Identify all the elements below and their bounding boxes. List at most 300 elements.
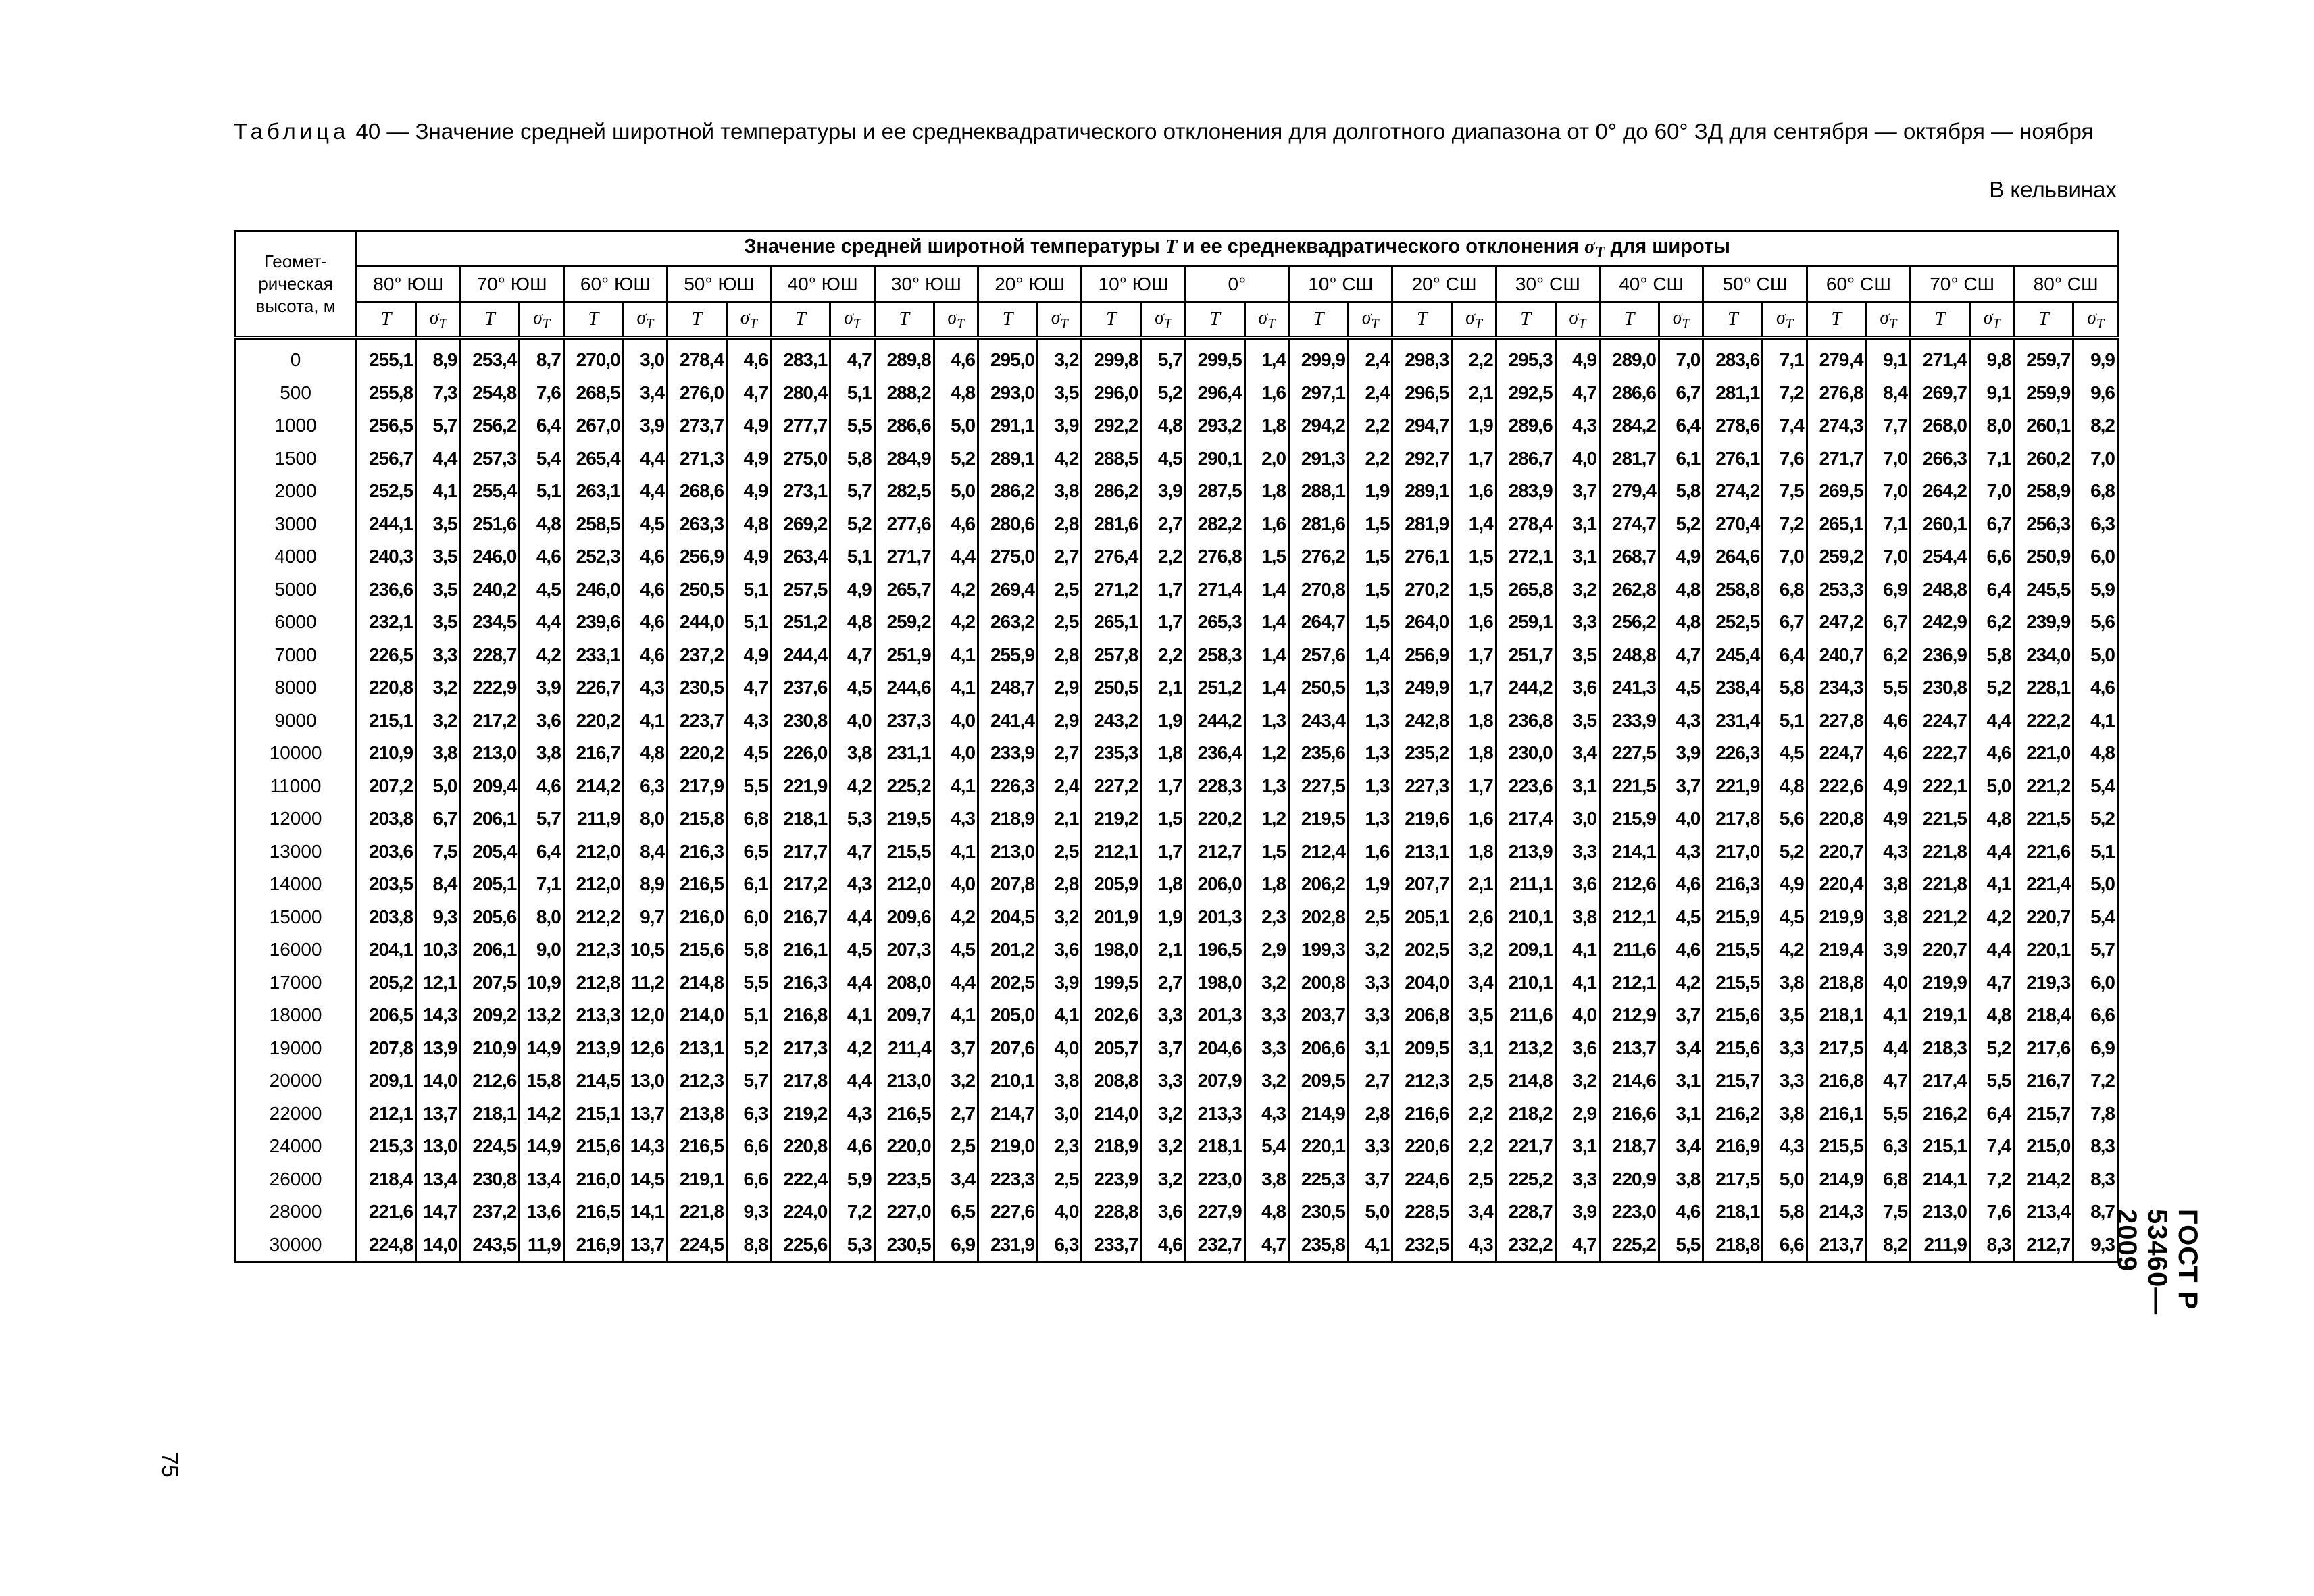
- sigma-cell: 3,8: [1763, 1098, 1807, 1131]
- temperature-cell: 277,7: [771, 409, 830, 442]
- sigma-cell: 4,2: [1659, 967, 1703, 1000]
- sigma-cell: 6,6: [1969, 540, 2013, 573]
- sigma-cell: 5,9: [830, 1163, 874, 1196]
- temperature-cell: 216,3: [668, 835, 727, 869]
- temperature-cell: 210,9: [460, 1032, 520, 1065]
- temperature-cell: 257,5: [771, 573, 830, 607]
- temperature-cell: 251,9: [874, 639, 934, 672]
- sigma-cell: 5,5: [1866, 671, 1910, 704]
- temperature-cell: 288,5: [1082, 442, 1141, 475]
- temperature-cell: 244,2: [1496, 671, 1555, 704]
- temperature-cell: 199,3: [1289, 933, 1349, 967]
- sigma-cell: 8,7: [520, 338, 563, 377]
- sigma-cell: 3,8: [416, 737, 460, 770]
- temperature-cell: 217,8: [1703, 802, 1763, 835]
- sigma-cell: 3,2: [1244, 967, 1288, 1000]
- temperature-cell: 227,6: [978, 1195, 1038, 1229]
- sigma-cell: 4,5: [1659, 671, 1703, 704]
- temperature-cell: 216,2: [1911, 1098, 1970, 1131]
- temperature-cell: 216,7: [771, 901, 830, 934]
- temperature-cell: 218,7: [1600, 1130, 1659, 1163]
- temperature-cell: 278,6: [1703, 409, 1763, 442]
- sigma-cell: 4,4: [830, 901, 874, 934]
- sigma-cell: 2,1: [1141, 933, 1185, 967]
- temperature-cell: 276,8: [1185, 540, 1244, 573]
- temperature-cell: 254,8: [460, 377, 520, 410]
- temperature-cell: 204,0: [1392, 967, 1452, 1000]
- table-row: [235, 901, 2118, 934]
- sigma-cell: 5,7: [520, 802, 563, 835]
- table-row: [235, 999, 2118, 1032]
- temperature-cell: 240,2: [460, 573, 520, 607]
- subheader-sigma: [1244, 302, 1288, 338]
- temperature-cell: 260,1: [1911, 508, 1970, 541]
- temperature-cell: 225,6: [771, 1229, 830, 1262]
- sigma-cell: 3,7: [1659, 770, 1703, 803]
- sigma-cell: 4,5: [623, 508, 667, 541]
- subheader-T-label: T: [1002, 309, 1013, 330]
- temperature-cell: 220,7: [1911, 933, 1970, 967]
- latitude-header: 70° ЮШ: [460, 267, 563, 302]
- sigma-cell: 4,8: [1969, 999, 2013, 1032]
- subheader-T: [357, 302, 416, 338]
- sigma-cell: 13,4: [416, 1163, 460, 1196]
- sigma-cell: 4,9: [727, 639, 771, 672]
- sigma-cell: 1,5: [1244, 540, 1288, 573]
- temperature-cell: 216,1: [771, 933, 830, 967]
- temperature-cell: 239,6: [563, 606, 623, 639]
- temperature-cell: 227,8: [1807, 704, 1866, 738]
- sigma-cell: 3,2: [1349, 933, 1392, 967]
- sigma-cell: 4,7: [830, 835, 874, 869]
- temperature-cell: 283,1: [771, 338, 830, 377]
- sigma-cell: 6,2: [1866, 639, 1910, 672]
- temperature-cell: 222,1: [1911, 770, 1970, 803]
- sigma-cell: 3,8: [1866, 868, 1910, 901]
- temperature-cell: 222,6: [1807, 770, 1866, 803]
- sigma-cell: 3,1: [1659, 1064, 1703, 1098]
- table-row: [235, 606, 2118, 639]
- temperature-cell: 215,1: [1911, 1130, 1970, 1163]
- temperature-cell: 216,6: [1392, 1098, 1452, 1131]
- sigma-cell: 7,0: [1866, 475, 1910, 508]
- subheader-sigma: [727, 302, 771, 338]
- temperature-cell: 269,4: [978, 573, 1038, 607]
- temperature-cell: 235,6: [1289, 737, 1349, 770]
- subheader-T-label: T: [484, 309, 495, 330]
- temperature-cell: 251,2: [1185, 671, 1244, 704]
- temperature-cell: 216,0: [668, 901, 727, 934]
- temperature-cell: 268,5: [563, 377, 623, 410]
- sigma-cell: 4,6: [2073, 671, 2118, 704]
- temperature-cell: 202,5: [1392, 933, 1452, 967]
- sigma-cell: 4,1: [934, 639, 978, 672]
- temperature-cell: 205,2: [357, 967, 416, 1000]
- sigma-cell: 1,5: [1452, 573, 1496, 607]
- sigma-cell: 3,3: [1141, 1064, 1185, 1098]
- subheader-sigma: [520, 302, 563, 338]
- sigma-cell: 5,2: [1763, 835, 1807, 869]
- temperature-cell: 276,1: [1392, 540, 1452, 573]
- sigma-cell: 1,7: [1452, 770, 1496, 803]
- temperature-cell: 221,2: [1911, 901, 1970, 934]
- sigma-cell: 9,9: [2073, 338, 2118, 377]
- temperature-cell: 216,9: [1703, 1130, 1763, 1163]
- temperature-cell: 205,1: [1392, 901, 1452, 934]
- temperature-cell: 244,2: [1185, 704, 1244, 738]
- temperature-cell: 259,9: [2014, 377, 2073, 410]
- temperature-cell: 220,7: [1807, 835, 1866, 869]
- temperature-cell: 215,8: [668, 802, 727, 835]
- sigma-cell: 6,7: [1969, 508, 2013, 541]
- height-cell: 4000: [235, 540, 357, 573]
- sigma-cell: 2,7: [934, 1098, 978, 1131]
- temperature-cell: 248,8: [1911, 573, 1970, 607]
- sigma-cell: 3,9: [1659, 737, 1703, 770]
- subheader-T-label: T: [1520, 309, 1531, 330]
- sigma-cell: 6,1: [1659, 442, 1703, 475]
- sigma-cell: 5,5: [727, 770, 771, 803]
- sigma-cell: 4,4: [1969, 835, 2013, 869]
- sigma-cell: 5,0: [934, 409, 978, 442]
- sigma-cell: 4,2: [830, 1032, 874, 1065]
- temperature-cell: 212,0: [563, 868, 623, 901]
- sigma-cell: 9,3: [416, 901, 460, 934]
- temperature-cell: 234,0: [2014, 639, 2073, 672]
- height-cell: 24000: [235, 1130, 357, 1163]
- sigma-cell: 1,4: [1244, 573, 1288, 607]
- temperature-cell: 212,3: [563, 933, 623, 967]
- temperature-cell: 270,8: [1289, 573, 1349, 607]
- subheader-T: [1082, 302, 1141, 338]
- sigma-cell: 3,2: [1555, 573, 1599, 607]
- temperature-cell: 238,4: [1703, 671, 1763, 704]
- sigma-cell: 2,3: [1244, 901, 1288, 934]
- temperature-cell: 243,2: [1082, 704, 1141, 738]
- temperature-cell: 220,7: [2014, 901, 2073, 934]
- height-cell: 11000: [235, 770, 357, 803]
- temperature-cell: 213,9: [1496, 835, 1555, 869]
- temperature-cell: 263,4: [771, 540, 830, 573]
- caption-lead: Таблица: [234, 119, 350, 144]
- sigma-cell: 13,9: [416, 1032, 460, 1065]
- sigma-cell: 4,6: [623, 606, 667, 639]
- sigma-cell: 10,3: [416, 933, 460, 967]
- sigma-cell: 4,7: [830, 338, 874, 377]
- temperature-cell: 245,4: [1703, 639, 1763, 672]
- sigma-cell: 3,0: [1038, 1098, 1082, 1131]
- temperature-cell: 219,4: [1807, 933, 1866, 967]
- sigma-cell: 1,7: [1141, 573, 1185, 607]
- sigma-cell: 6,6: [2073, 999, 2118, 1032]
- sigma-cell: 1,6: [1349, 835, 1392, 869]
- sigma-cell: 2,2: [1141, 540, 1185, 573]
- sigma-cell: 7,5: [416, 835, 460, 869]
- sigma-cell: 2,5: [1349, 901, 1392, 934]
- sigma-cell: 3,8: [1659, 1163, 1703, 1196]
- temperature-cell: 293,2: [1185, 409, 1244, 442]
- temperature-cell: 278,4: [1496, 508, 1555, 541]
- group-header: Значение средней широтной температуры T и ее среднеквадратического отклонения $\sigma_T$ для широты: [357, 232, 2118, 267]
- temperature-cell: 276,1: [1703, 442, 1763, 475]
- temperature-cell: 236,6: [357, 573, 416, 607]
- table-row: [235, 1163, 2118, 1196]
- height-cell: 13000: [235, 835, 357, 869]
- temperature-cell: 206,6: [1289, 1032, 1349, 1065]
- sigma-cell: 3,3: [1763, 1064, 1807, 1098]
- subheader-sigma-label: $\sigma_T$: [636, 307, 654, 332]
- sigma-cell: 6,4: [520, 835, 563, 869]
- sigma-cell: 5,4: [2073, 901, 2118, 934]
- temperature-cell: 286,2: [1082, 475, 1141, 508]
- temperature-cell: 295,0: [978, 338, 1038, 377]
- temperature-cell: 201,9: [1082, 901, 1141, 934]
- temperature-cell: 271,4: [1185, 573, 1244, 607]
- sigma-cell: 1,9: [1141, 704, 1185, 738]
- sigma-cell: 14,7: [416, 1195, 460, 1229]
- sigma-cell: 4,1: [934, 835, 978, 869]
- temperature-cell: 232,5: [1392, 1229, 1452, 1262]
- sigma-cell: 2,7: [1141, 967, 1185, 1000]
- sigma-cell: 6,3: [1866, 1130, 1910, 1163]
- sigma-cell: 4,9: [1763, 868, 1807, 901]
- temperature-cell: 237,2: [668, 639, 727, 672]
- height-column-header: Геомет-рическая высота, м: [235, 232, 357, 338]
- sigma-cell: 5,0: [416, 770, 460, 803]
- sigma-cell: 4,6: [1659, 1195, 1703, 1229]
- sigma-cell: 1,8: [1452, 737, 1496, 770]
- sigma-cell: 8,0: [520, 901, 563, 934]
- sigma-cell: 4,7: [1659, 639, 1703, 672]
- sigma-cell: 3,4: [1659, 1032, 1703, 1065]
- sigma-cell: 2,4: [1349, 377, 1392, 410]
- temperature-cell: 214,9: [1289, 1098, 1349, 1131]
- temperature-cell: 212,1: [357, 1098, 416, 1131]
- temperature-cell: 289,0: [1600, 338, 1659, 377]
- temperature-cell: 212,1: [1600, 901, 1659, 934]
- sigma-cell: 5,2: [1659, 508, 1703, 541]
- temperature-cell: 231,9: [978, 1229, 1038, 1262]
- sigma-cell: 6,4: [1969, 573, 2013, 607]
- temperature-cell: 274,3: [1807, 409, 1866, 442]
- sigma-cell: 4,1: [1349, 1229, 1392, 1262]
- sigma-cell: 7,1: [1763, 338, 1807, 377]
- sigma-cell: 3,2: [934, 1064, 978, 1098]
- height-cell: 17000: [235, 967, 357, 1000]
- temperature-cell: 230,5: [874, 1229, 934, 1262]
- table-row: [235, 573, 2118, 607]
- temperature-cell: 299,8: [1082, 338, 1141, 377]
- temperature-cell: 221,8: [1911, 868, 1970, 901]
- table-row: [235, 802, 2118, 835]
- sigma-cell: 5,2: [2073, 802, 2118, 835]
- temperature-cell: 228,7: [1496, 1195, 1555, 1229]
- temperature-cell: 215,6: [1703, 1032, 1763, 1065]
- temperature-cell: 298,3: [1392, 338, 1452, 377]
- temperature-cell: 209,6: [874, 901, 934, 934]
- sigma-cell: 5,8: [1763, 671, 1807, 704]
- table-row: [235, 442, 2118, 475]
- temperature-cell: 223,0: [1600, 1195, 1659, 1229]
- subheader-sigma: [1141, 302, 1185, 338]
- sigma-cell: 1,6: [1452, 802, 1496, 835]
- temperature-cell: 220,2: [668, 737, 727, 770]
- temperature-cell: 218,1: [1185, 1130, 1244, 1163]
- sigma-cell: 2,7: [1349, 1064, 1392, 1098]
- height-cell: 14000: [235, 868, 357, 901]
- sigma-cell: 4,1: [416, 475, 460, 508]
- sigma-cell: 6,0: [2073, 967, 2118, 1000]
- table-row: [235, 1064, 2118, 1098]
- temperature-cell: 207,9: [1185, 1064, 1244, 1098]
- sigma-cell: 3,4: [1452, 967, 1496, 1000]
- temperature-cell: 243,5: [460, 1229, 520, 1262]
- temperature-cell: 232,7: [1185, 1229, 1244, 1262]
- temperature-cell: 223,7: [668, 704, 727, 738]
- temperature-cell: 233,1: [563, 639, 623, 672]
- temperature-cell: 286,6: [1600, 377, 1659, 410]
- temperature-cell: 228,3: [1185, 770, 1244, 803]
- sigma-cell: 5,5: [727, 967, 771, 1000]
- subheader-sigma-label: $\sigma_T$: [1672, 307, 1690, 332]
- sigma-cell: 7,7: [1866, 409, 1910, 442]
- temperature-cell: 277,6: [874, 508, 934, 541]
- sigma-cell: 5,0: [1763, 1163, 1807, 1196]
- sigma-cell: 5,6: [2073, 606, 2118, 639]
- height-cell: 7000: [235, 639, 357, 672]
- sigma-cell: 5,2: [727, 1032, 771, 1065]
- temperature-cell: 213,3: [563, 999, 623, 1032]
- temperature-cell: 251,2: [771, 606, 830, 639]
- temperature-cell: 268,0: [1911, 409, 1970, 442]
- sigma-cell: 4,1: [830, 999, 874, 1032]
- subheader-sigma: [1452, 302, 1496, 338]
- temperature-cell: 221,8: [1911, 835, 1970, 869]
- temperature-cell: 212,6: [1600, 868, 1659, 901]
- sigma-cell: 4,4: [934, 540, 978, 573]
- temperature-cell: 227,5: [1600, 737, 1659, 770]
- sigma-cell: 4,8: [1659, 573, 1703, 607]
- sigma-cell: 7,6: [1969, 1195, 2013, 1229]
- sigma-cell: 3,3: [1555, 835, 1599, 869]
- temperature-cell: 216,5: [563, 1195, 623, 1229]
- subheader-sigma: [623, 302, 667, 338]
- temperature-cell: 270,0: [563, 338, 623, 377]
- table-row: [235, 770, 2118, 803]
- temperature-cell: 286,7: [1496, 442, 1555, 475]
- temperature-cell: 218,4: [357, 1163, 416, 1196]
- temperature-cell: 232,2: [1496, 1229, 1555, 1262]
- sigma-cell: 1,4: [1452, 508, 1496, 541]
- sigma-cell: 3,3: [1244, 999, 1288, 1032]
- temperature-cell: 214,8: [668, 967, 727, 1000]
- temperature-cell: 214,0: [668, 999, 727, 1032]
- temperature-cell: 256,9: [1392, 639, 1452, 672]
- temperature-cell: 257,8: [1082, 639, 1141, 672]
- temperature-cell: 235,8: [1289, 1229, 1349, 1262]
- temperature-cell: 253,4: [460, 338, 520, 377]
- latitude-header: 40° ЮШ: [771, 267, 874, 302]
- sigma-cell: 4,2: [1969, 901, 2013, 934]
- sigma-cell: 1,5: [1349, 573, 1392, 607]
- temperature-cell: 221,9: [1703, 770, 1763, 803]
- sigma-cell: 1,8: [1244, 409, 1288, 442]
- temperature-cell: 220,2: [563, 704, 623, 738]
- subheader-sigma: [1866, 302, 1910, 338]
- temperature-cell: 212,3: [668, 1064, 727, 1098]
- temperature-cell: 265,7: [874, 573, 934, 607]
- height-cell: 15000: [235, 901, 357, 934]
- sigma-cell: 5,7: [830, 475, 874, 508]
- temperature-cell: 209,1: [1496, 933, 1555, 967]
- temperature-cell: 263,1: [563, 475, 623, 508]
- temperature-cell: 237,2: [460, 1195, 520, 1229]
- sigma-cell: 9,3: [2073, 1229, 2118, 1262]
- temperature-cell: 241,3: [1600, 671, 1659, 704]
- temperature-cell: 216,3: [771, 967, 830, 1000]
- temperature-cell: 217,2: [771, 868, 830, 901]
- temperature-cell: 209,1: [357, 1064, 416, 1098]
- subheader-sigma: [416, 302, 460, 338]
- temperature-cell: 220,2: [1185, 802, 1244, 835]
- sigma-cell: 4,7: [1969, 967, 2013, 1000]
- subheader-T-label: T: [1209, 309, 1220, 330]
- temperature-cell: 219,2: [771, 1098, 830, 1131]
- temperature-cell: 218,8: [1703, 1229, 1763, 1262]
- temperature-cell: 209,5: [1289, 1064, 1349, 1098]
- temperature-cell: 224,7: [1911, 704, 1970, 738]
- height-cell: 22000: [235, 1098, 357, 1131]
- sigma-cell: 4,5: [934, 933, 978, 967]
- sigma-cell: 4,8: [934, 377, 978, 410]
- sigma-cell: 7,4: [1969, 1130, 2013, 1163]
- subheader-sigma-label: $\sigma_T$: [1983, 307, 2001, 332]
- temperature-cell: 202,6: [1082, 999, 1141, 1032]
- temperature-cell: 260,1: [2014, 409, 2073, 442]
- subheader-sigma-label: $\sigma_T$: [1880, 307, 1897, 332]
- temperature-cell: 268,6: [668, 475, 727, 508]
- sigma-cell: 3,1: [1349, 1032, 1392, 1065]
- temperature-cell: 231,4: [1703, 704, 1763, 738]
- sigma-cell: 1,7: [1141, 606, 1185, 639]
- sigma-cell: 4,6: [1969, 737, 2013, 770]
- sigma-cell: 5,1: [1763, 704, 1807, 738]
- sigma-cell: 3,3: [1555, 1163, 1599, 1196]
- sigma-cell: 4,7: [1866, 1064, 1910, 1098]
- sigma-cell: 5,2: [934, 442, 978, 475]
- subheader-T: [1496, 302, 1555, 338]
- temperature-cell: 281,6: [1289, 508, 1349, 541]
- sigma-cell: 3,2: [1141, 1130, 1185, 1163]
- temperature-cell: 232,1: [357, 606, 416, 639]
- temperature-cell: 210,1: [1496, 901, 1555, 934]
- sigma-cell: 3,9: [520, 671, 563, 704]
- sigma-cell: 6,5: [934, 1195, 978, 1229]
- sigma-cell: 5,1: [830, 540, 874, 573]
- height-cell: 1000: [235, 409, 357, 442]
- sigma-cell: 7,3: [416, 377, 460, 410]
- sigma-cell: 5,2: [1969, 671, 2013, 704]
- temperature-cell: 215,1: [357, 704, 416, 738]
- sigma-cell: 6,3: [1038, 1229, 1082, 1262]
- temperature-cell: 203,7: [1289, 999, 1349, 1032]
- sigma-cell: 7,5: [1866, 1195, 1910, 1229]
- sigma-cell: 7,6: [1763, 442, 1807, 475]
- temperature-cell: 204,5: [978, 901, 1038, 934]
- sigma-cell: 3,5: [1038, 377, 1082, 410]
- sigma-cell: 13,0: [416, 1130, 460, 1163]
- latitude-header: 30° ЮШ: [874, 267, 978, 302]
